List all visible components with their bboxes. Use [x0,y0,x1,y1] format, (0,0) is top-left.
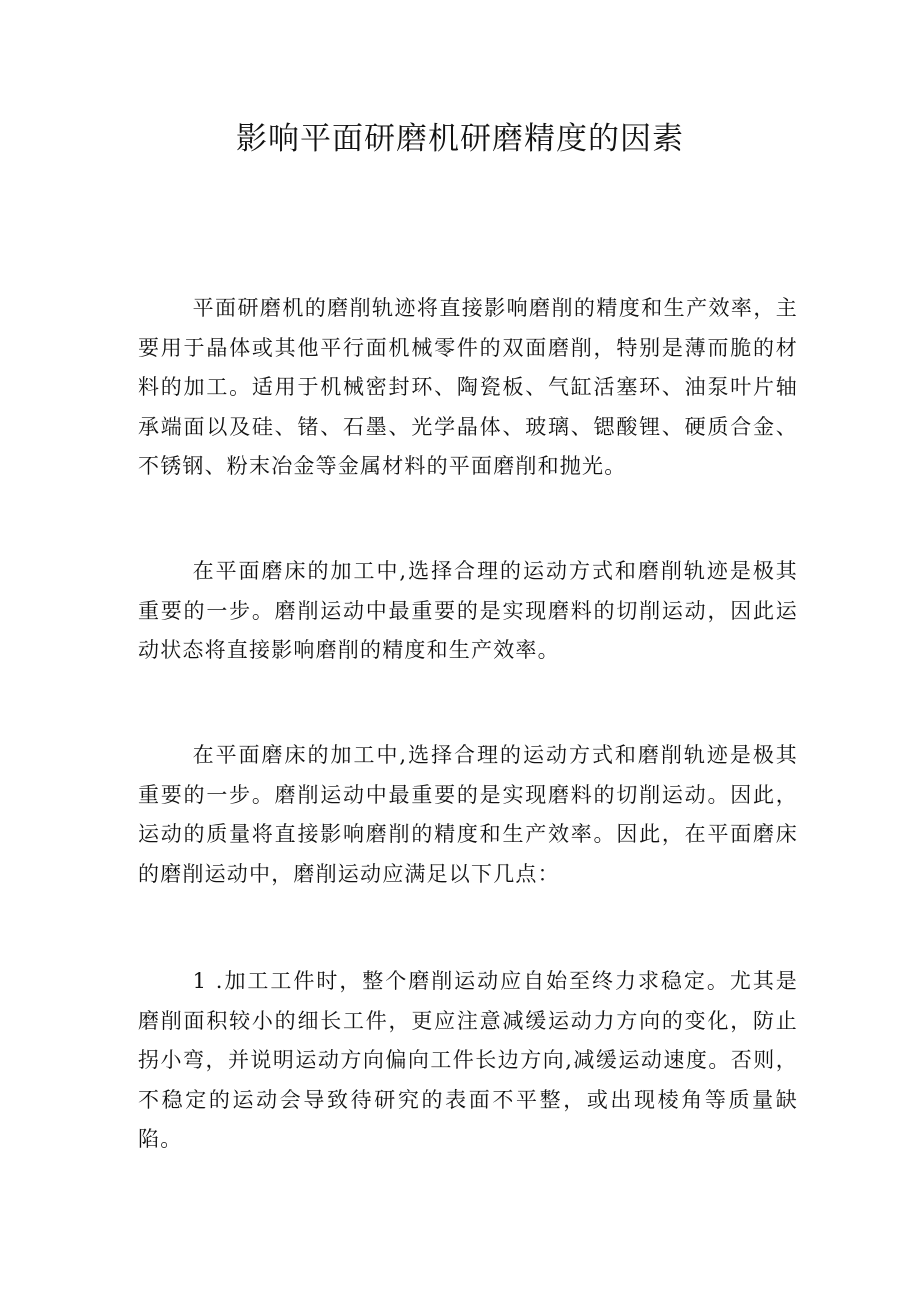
paragraph-motion-requirements: 在平面磨床的加工中,选择合理的运动方式和磨削轨迹是极其重要的一步。磨削运动中最重要的是实现磨料的切削运动。因此，运动的质量将直接影响磨削的精度和生产效率。因此，在平面磨床的磨削运动中，磨削运动应满足以下几点： [138,743,798,886]
paragraph-point-1: 1 .加工工件时，整个磨削运动应自始至终力求稳定。尤其是磨削面积较小的细长工件，更应注意减缓运动力方向的变化，防止拐小弯，并说明运动方向偏向工件长边方向,减缓运动速度。否则，不稳定的运动会导致待研究的表面不平整，或出现棱角等质量缺陷。 [138,969,798,1151]
document-title: 影响平面研磨机研磨精度的因素 [236,121,684,157]
paragraph-motion-importance: 在平面磨床的加工中,选择合理的运动方式和磨削轨迹是极其重要的一步。磨削运动中最重要的是实现磨料的切削运动，因此运动状态将直接影响磨削的精度和生产效率。 [138,559,798,662]
paragraph-intro: 平面研磨机的磨削轨迹将直接影响磨削的精度和生产效率，主要用于晶体或其他平行面机械零件的双面磨削，特别是薄而脆的材料的加工。适用于机械密封环、陶瓷板、气缸活塞环、油泵叶片轴承端面以及硅、锗、石墨、光学晶体、玻璃、锶酸锂、硬质合金、不锈钢、粉末冶金等金属材料的平面磨削和抛光。 [138,296,798,478]
